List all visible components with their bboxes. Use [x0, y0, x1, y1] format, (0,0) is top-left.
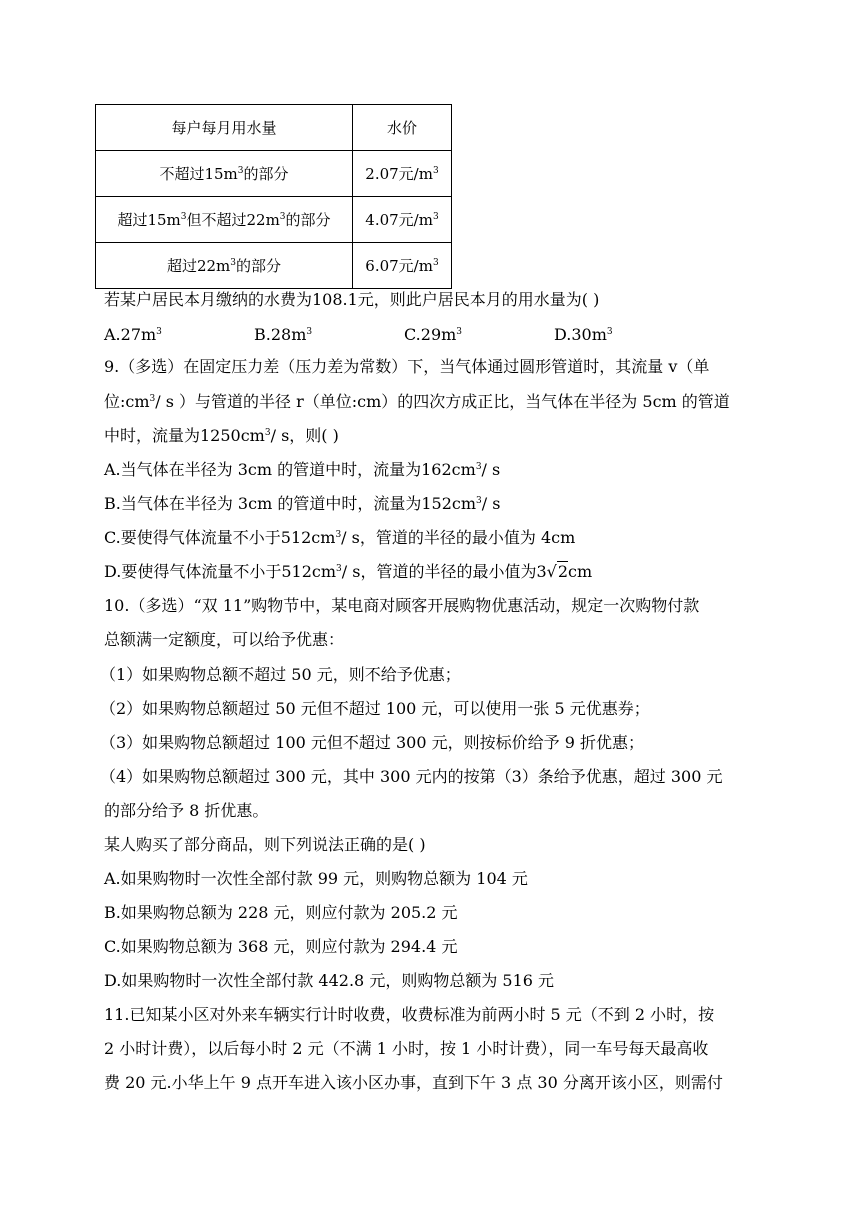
table-cell-price: 6.07元$/m^3$ [353, 243, 452, 289]
table-header-price: 水价 [353, 105, 452, 151]
table-cell-range: 超过$22m^3$的部分 [96, 243, 353, 289]
q8-option-d: $D.30m^3$ [554, 325, 613, 344]
table-header-row [96, 105, 452, 151]
q10-rule: （4）如果购物总额超过 300 元，其中 300 元内的按第（3）条给予优惠，超过 300 元 [100, 767, 723, 786]
table-row [96, 243, 452, 289]
q9-option-b: B.当气体在半径为 3cm 的管道中时，流量为$152cm^3/$ s [104, 494, 501, 513]
q8-stem: 若某户居民本月缴纳的水费为108.1元，则此户居民本月的用水量为( ) [104, 290, 600, 309]
table-cell-range: 超过$15m^3$但不超过$22m^3$的部分 [96, 197, 353, 243]
q8-option-b: $B.28m^3$ [254, 325, 313, 344]
table-header-usage: 每户每月用水量 [96, 105, 353, 151]
table-row [96, 151, 452, 197]
table-cell-price: 4.07元$/m^3$ [353, 197, 452, 243]
q11-stem-line: 11.已知某小区对外来车辆实行计时收费，收费标准为前两小时 5 元（不到 2 小时，按 [104, 1005, 715, 1024]
q11-stem-line: 费 20 元.小华上午 9 点开车进入该小区办事，直到下午 3 点 30 分离开该小区，则需付 [104, 1073, 723, 1092]
q9-option-a: A.当气体在半径为 3cm 的管道中时，流量为$162cm^3/$ s [104, 460, 501, 479]
q10-rule: （2）如果购物总额超过 50 元但不超过 100 元，可以使用一张 5 元优惠券； [100, 699, 650, 718]
table-row [96, 197, 452, 243]
q9-stem-line: 位$:cm^3/$ s ）与管道的半径 r（单位:cm）的四次方成正比，当气体在半径为 5cm 的管道 [104, 392, 730, 411]
q9-option-c: C.要使得气体流量不小于$512cm^3/$ s，管道的半径的最小值为 4cm [104, 528, 576, 547]
q10-stem-line: 10.（多选）“双 11”购物节中，某电商对顾客开展购物优惠活动，规定一次购物付款 [104, 596, 700, 615]
table-cell-price: 2.07元$/m^3$ [353, 151, 452, 197]
q10-option-a: A.如果购物时一次性全部付款 99 元，则购物总额为 104 元 [104, 869, 528, 888]
q10-option-d: D.如果购物时一次性全部付款 442.8 元，则购物总额为 516 元 [104, 971, 555, 990]
q10-option-c: C.如果购物总额为 368 元，则应付款为 294.4 元 [104, 937, 458, 956]
table-cell-range: 不超过$15m^3$的部分 [96, 151, 353, 197]
q10-rule: 的部分给予 8 折优惠。 [104, 801, 269, 820]
q10-rule: （1）如果购物总额不超过 50 元，则不给予优惠； [100, 665, 461, 684]
q9-option-d: D.要使得气体流量不小于$512cm^3/$ s，管道的半径的最小值为3√2cm [104, 560, 592, 584]
water-price-table [95, 104, 452, 289]
q10-option-b: B.如果购物总额为 228 元，则应付款为 205.2 元 [104, 903, 458, 922]
q10-rule: （3）如果购物总额超过 100 元但不超过 300 元，则按标价给予 9 折优惠； [100, 733, 644, 752]
q9-stem-line: 中时，流量为$1250cm^3/$ s，则( ) [104, 426, 339, 445]
q10-stem-line: 总额满一定额度，可以给予优惠： [104, 630, 345, 649]
q9-stem-line: 9.（多选）在固定压力差（压力差为常数）下，当气体通过圆形管道时，其流量 v（单 [104, 357, 710, 376]
q10-question: 某人购买了部分商品，则下列说法正确的是( ) [104, 835, 426, 854]
q8-option-c: $C.29m^3$ [404, 325, 463, 344]
sqrt-symbol: √2 [546, 562, 569, 581]
q11-stem-line: 2 小时计费），以后每小时 2 元（不满 1 小时，按 1 小时计费），同一车号每天最高收 [104, 1039, 709, 1058]
q8-option-a: $A.27m^3$ [104, 325, 162, 344]
